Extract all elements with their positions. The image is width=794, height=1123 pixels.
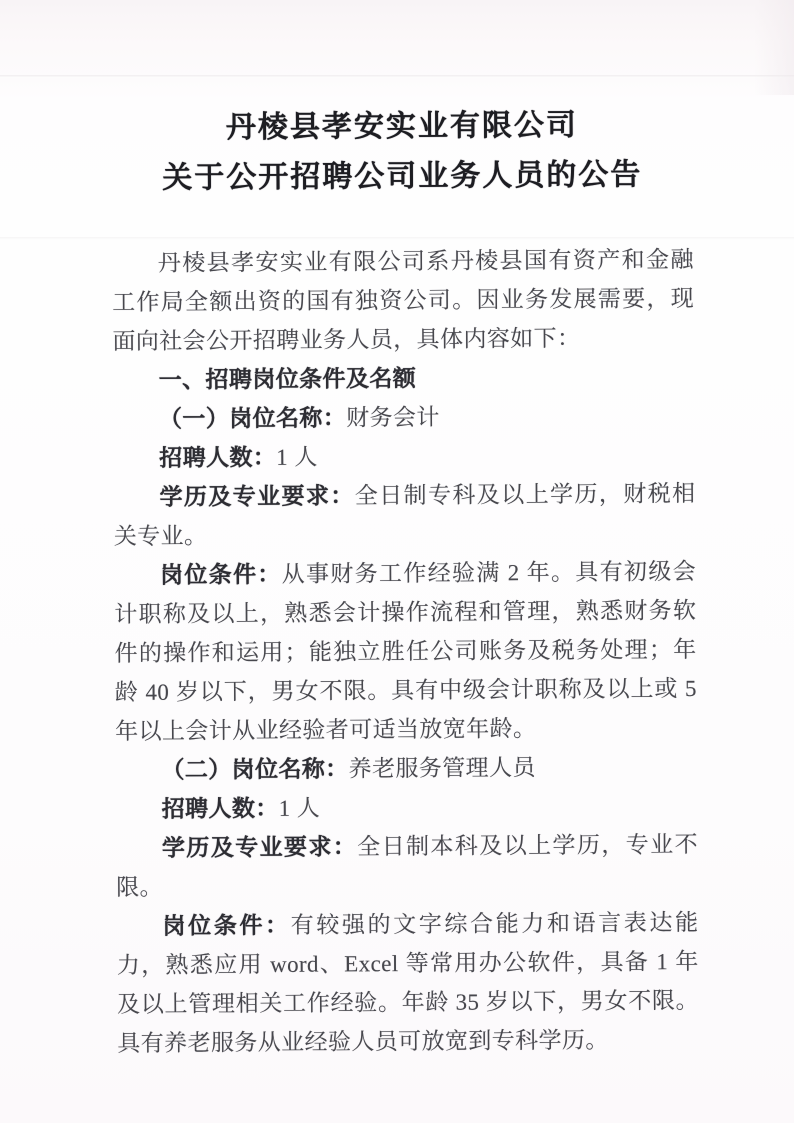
- position-2-conditions-line: [116, 903, 699, 1063]
- position-2-count-value: 1 人: [278, 795, 321, 821]
- position-2-conditions-value: 有较强的文字综合能力和语言表达能力，熟悉应用 word、Excel 等常用办公软件，具备 1 年及以上管理相关工作经验。年龄 35 岁以下，男女不限。具有养老服务从业经验人员可放宽到专科学历。: [116, 909, 700, 1057]
- position-1-education-label: 学历及专业要求：: [159, 483, 355, 510]
- title-announcement-subject: 关于公开招聘公司业务人员的公告: [162, 158, 643, 195]
- position-1-conditions-line: [114, 552, 697, 751]
- position-1-name-label: （一）岗位名称：: [158, 405, 347, 432]
- position-2-education-line: [116, 825, 699, 907]
- section-1-heading: 一、招聘岗位条件及名额: [158, 365, 417, 393]
- position-2-count-label: 招聘人数：: [161, 795, 279, 822]
- position-1-education-value: 全日制专科及以上学历，财税相关专业。: [113, 480, 696, 550]
- scan-edge-shadow: [754, 0, 794, 95]
- position-2-education-label: 学历及专业要求：: [161, 834, 358, 861]
- intro-paragraph: 丹棱县孝安实业有限公司系丹棱县国有资产和金融工作局全额出资的国有独资公司。因业务发展需要，现面向社会公开招聘业务人员，具体内容如下：: [112, 246, 695, 355]
- position-2-name-label: （二）岗位名称：: [161, 756, 349, 783]
- position-1-name-line: [113, 396, 695, 439]
- position-1-count-line: [113, 435, 695, 478]
- position-1-count-value: 1 人: [276, 444, 318, 470]
- position-2-count-line: [116, 786, 698, 829]
- position-1-name-value: 财务会计: [346, 404, 440, 431]
- position-2-education-value: 全日制本科及以上学历，专业不限。: [116, 831, 699, 901]
- position-2-conditions-label: 岗位条件：: [162, 912, 291, 939]
- position-2-name-value: 养老服务管理人员: [348, 755, 536, 782]
- position-1-conditions-label: 岗位条件：: [159, 561, 282, 588]
- announcement-body: [110, 0, 699, 1063]
- position-1-education-line: [113, 474, 696, 556]
- position-1-count-label: 招聘人数：: [159, 444, 277, 471]
- position-1-conditions-value: 从事财务工作经验满 2 年。具有初级会计职称及以上，熟悉会计操作流程和管理，熟悉财务软件的操作和运用；能独立胜任公司账务及税务处理；年龄 40 岁以下，男女不限。具有中级会计职称及以上或 5 年以上会计从业经验者可适当放宽年龄。: [114, 558, 697, 745]
- document-title: [111, 100, 694, 204]
- position-2-name-line: [115, 747, 697, 790]
- title-company-name: 丹棱县孝安实业有限公司: [225, 108, 579, 145]
